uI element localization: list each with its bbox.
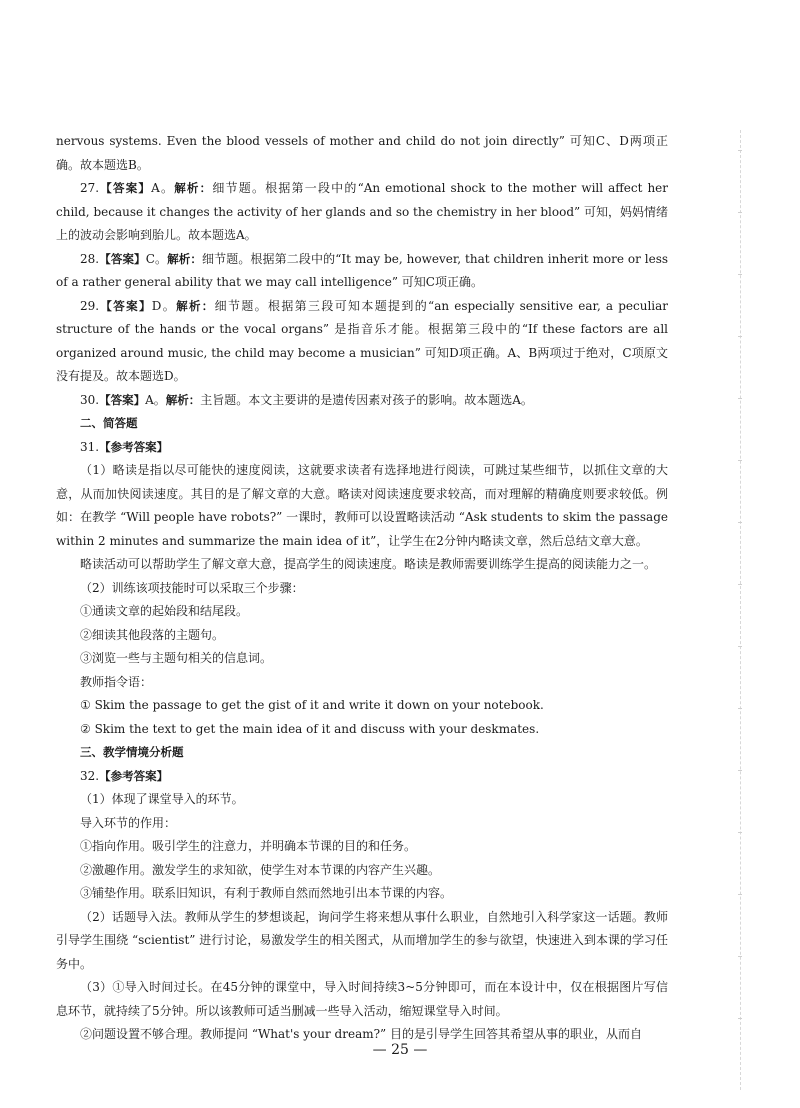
answer-letter: A。 (145, 392, 166, 407)
edge-tick (738, 212, 742, 213)
body-paragraph: ② Skim the text to get the main idea of it and discuss with your deskmates. (80, 721, 540, 736)
edge-tick (738, 522, 742, 523)
analysis-text: 主旨题。本文主要讲的是遗传因素对孩子的影响。故本题选A。 (200, 392, 533, 407)
edge-tick (738, 150, 742, 151)
question-number: 29. (80, 298, 100, 313)
analysis-label: 解析： (165, 392, 201, 407)
section-heading: 二、简答题 (80, 416, 138, 430)
edge-tick (738, 1018, 742, 1019)
body-paragraph: （3）①导入时间过长。在45分钟的课堂中，导入时间持续3~5分钟即可，而在本设计中，仅在根据图片写信息环节，就持续了5分钟。所以该教师可适当删减一些导入活动，缩短课堂导入时间。 (56, 980, 668, 1018)
answer-paragraph (56, 177, 668, 248)
continued-paragraph: nervous systems. Even the blood vessels of mother and child do not join directly” 可知C、D两项正确。故本题选B。 (56, 134, 668, 172)
body-paragraph: 导入环节的作用： (80, 815, 177, 830)
analysis-text: 细节题。根据第一段中的“An emotional shock to the mother will affect her child, because it changes the activity of her glands and so the chemistry in her blood” 可知，妈妈情绪上的波动会影响到胎儿。故本题选A。 (56, 181, 669, 242)
edge-tick (738, 336, 742, 337)
edge-tick (738, 646, 742, 647)
body-paragraph: （1）略读是指以尽可能快的速度阅读，这就要求读者有选择地进行阅读，可跳过某些细节，以抓住文章的大意，从而加快阅读速度。其目的是了解文章的大意。略读对阅读速度要求较高，而对理解的精确度则要求较低。例如：在教学 “Will people have robots?” 一课时，教师可以设置略读活动 “Ask students to skim the passage within 2 minutes and summarize the main idea of it”，让学生在2分钟内略读文章，然后总结文章大意。 (56, 463, 668, 548)
analysis-label: 解析： (174, 181, 213, 195)
edge-tick (738, 274, 742, 275)
body-paragraph: ②激趣作用。激发学生的求知欲，使学生对本节课的内容产生兴趣。 (80, 862, 441, 877)
answer-paragraph (56, 295, 668, 389)
body-paragraph: 略读活动可以帮助学生了解文章大意，提高学生的阅读速度。略读是教师需要训练学生提高的阅读能力之一。 (80, 557, 657, 571)
edge-tick (738, 398, 742, 399)
page-number: — 25 — (372, 1042, 428, 1058)
answer-paragraph (56, 389, 668, 413)
analysis-text: 细节题。根据第二段中的“It may be, however, that children inherit more or less of a rather general ability that we may call intelligence” 可知C项正确。 (56, 251, 669, 289)
answer-tag: 【答案】 (99, 392, 146, 407)
question-number: 32. (80, 768, 100, 783)
answer-page (56, 130, 668, 1047)
question-number: 28. (80, 251, 100, 266)
edge-tick (738, 708, 742, 709)
body-paragraph: ①通读文章的起始段和结尾段。 (80, 604, 249, 618)
answer-tag: 【答案】 (99, 298, 152, 313)
answer-letter: A。 (151, 181, 175, 195)
body-paragraph: ③浏览一些与主题句相关的信息词。 (80, 651, 273, 665)
edge-tick (738, 894, 742, 895)
body-paragraph: ① Skim the passage to get the gist of it and write it down on your notebook. (80, 698, 544, 712)
body-paragraph: ①指向作用。吸引学生的注意力，并明确本节课的目的和任务。 (80, 839, 417, 853)
analysis-label: 解析： (167, 251, 202, 266)
body-paragraph: （2）话题导入法。教师从学生的梦想谈起，询问学生将来想从事什么职业，自然地引入科学家这一话题。教师引导学生围绕 “scientist” 进行讨论，易激发学生的相关图式，从而增加学生的参与欲望，快速进入到本课的学习任务中。 (56, 909, 668, 971)
answer-tag: 【答案】 (99, 251, 146, 266)
edge-tick (738, 770, 742, 771)
answer-paragraph (56, 248, 668, 295)
reference-answer-heading (56, 436, 668, 460)
question-number: 31. (80, 439, 100, 454)
body-paragraph: ③铺垫作用。联系旧知识，有利于教师自然而然地引出本节课的内容。 (80, 886, 453, 900)
body-paragraph: ②细读其他段落的主题句。 (80, 627, 225, 642)
reference-answer-heading (56, 765, 668, 789)
body-paragraph: ②问题设置不够合理。教师提问 “What's your dream?” 目的是引导学生回答其希望从事的职业，从而自 (80, 1027, 642, 1041)
edge-tick (738, 956, 742, 957)
answer-tag: 【答案】 (99, 181, 152, 195)
answer-letter: D。 (151, 298, 177, 313)
question-number: 27. (80, 181, 100, 195)
edge-tick (738, 832, 742, 833)
edge-tick (738, 460, 742, 461)
edge-tick (738, 584, 742, 585)
section-heading: 三、教学情境分析题 (80, 745, 184, 759)
analysis-text: 细节题。根据第三段可知本题提到的“an especially sensitive ear, a peculiar structure of the hands or the vocal organs” 是指音乐才能。根据第三段中的“If these factors are all organized around music, the child may become a musician” 可知D项正确。A、B两项过于绝对，C项原文没有提及。故本题选D。 (56, 298, 669, 383)
analysis-label: 解析： (176, 298, 215, 313)
question-number: 30. (80, 392, 100, 407)
answer-letter: C。 (145, 251, 168, 266)
body-paragraph: （1）体现了课堂导入的环节。 (80, 792, 244, 806)
body-paragraph: 教师指令语： (80, 674, 153, 689)
body-paragraph: （2）训练该项技能时可以采取三个步骤： (80, 580, 304, 595)
reference-tag: 【参考答案】 (99, 439, 169, 454)
reference-tag: 【参考答案】 (99, 768, 169, 783)
